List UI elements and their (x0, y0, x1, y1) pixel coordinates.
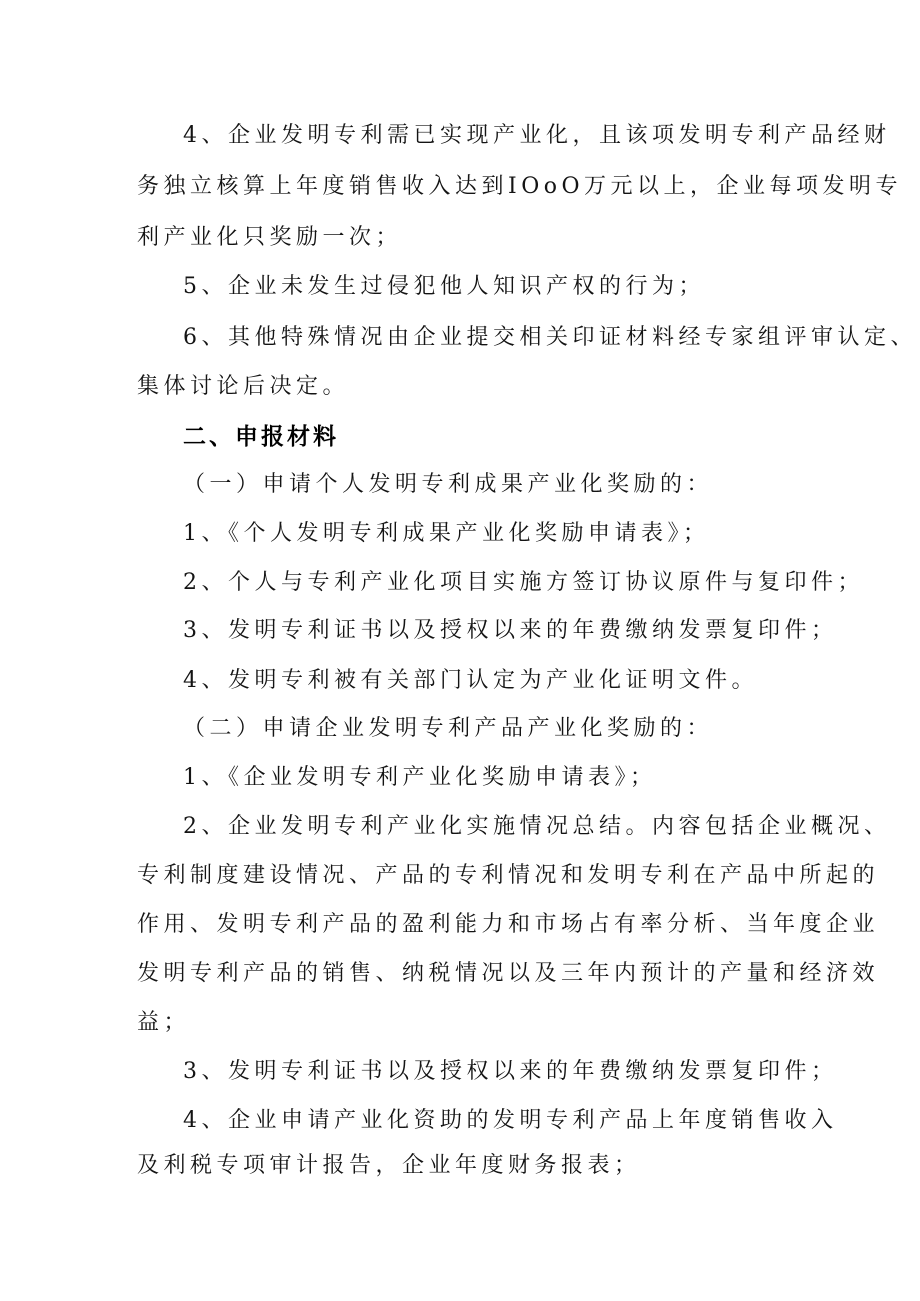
list-item-enterprise-3: 3、发明专利证书以及授权以来的年费缴纳发票复印件； (183, 1059, 838, 1084)
list-item-personal-1: 1、《个人发明专利成果产业化奖励申请表》； (183, 521, 710, 546)
list-item-enterprise-2-part4: 发明专利产品的销售、纳税情况以及三年内预计的产量和经济效 (137, 961, 880, 986)
list-item-personal-4: 4、发明专利被有关部门认定为产业化证明文件。 (183, 668, 758, 693)
paragraph-line-item4-part1: 4、企业发明专利需已实现产业化，且该项发明专利产品经财 (183, 123, 891, 148)
paragraph-line-item4-part3: 利产业化只奖励一次； (137, 225, 403, 250)
paragraph-line-item6-part2: 集体讨论后决定。 (137, 374, 350, 399)
section-heading-application-materials: 二、申报材料 (183, 424, 339, 450)
list-item-personal-2: 2、个人与专利产业化项目实施方签订协议原件与复印件； (183, 570, 864, 595)
list-item-enterprise-1: 1、《企业发明专利产业化奖励申请表》； (183, 765, 657, 790)
paragraph-line-item4-part2: 务独立核算上年度销售收入达到IOoO万元以上，企业每项发明专 (137, 174, 903, 199)
list-item-personal-3: 3、发明专利证书以及授权以来的年费缴纳发票复印件； (183, 618, 838, 643)
subsection-heading-enterprise-award: （二）申请企业发明专利产品产业化奖励的： (183, 716, 714, 741)
list-item-enterprise-2-part2: 专利制度建设情况、产品的专利情况和发明专利在产品中所起的 (137, 863, 880, 888)
list-item-enterprise-4-part1: 4、企业申请产业化资助的发明专利产品上年度销售收入 (183, 1108, 838, 1133)
paragraph-line-item6-part1: 6、其他特殊情况由企业提交相关印证材料经专家组评审认定、 (183, 325, 917, 350)
list-item-enterprise-4-part2: 及利税专项审计报告，企业年度财务报表； (137, 1153, 641, 1178)
list-item-enterprise-2-part5: 益； (137, 1010, 191, 1035)
list-item-enterprise-2-part3: 作用、发明专利产品的盈利能力和市场占有率分析、当年度企业 (137, 912, 880, 937)
list-item-enterprise-2-part1: 2、企业发明专利产业化实施情况总结。内容包括企业概况、 (183, 814, 891, 839)
subsection-heading-personal-award: （一）申请个人发明专利成果产业化奖励的： (183, 472, 714, 497)
paragraph-line-item5: 5、企业未发生过侵犯他人知识产权的行为； (183, 274, 705, 299)
